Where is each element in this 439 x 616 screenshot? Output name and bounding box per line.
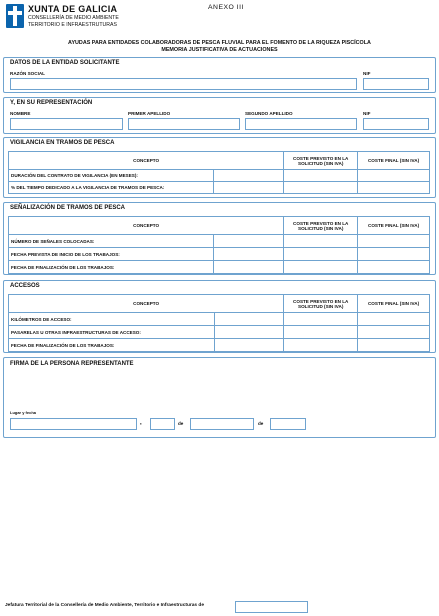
table-cell-input[interactable] xyxy=(284,313,358,326)
primer-apellido-field[interactable] xyxy=(128,118,240,130)
table-cell-input[interactable] xyxy=(358,248,430,261)
table-cell-input[interactable] xyxy=(214,248,284,261)
section-solicitante-title: DATOS DE LA ENTIDAD SOLICITANTE xyxy=(10,60,120,66)
section-vigilancia-title: VIGILANCIA EN TRAMOS DE PESCA xyxy=(10,140,115,146)
department-name: CONSELLERÍA DE MEDIO AMBIENTE TERRITORIO E INFRAESTRUTURAS xyxy=(28,15,119,28)
de-label-1: de xyxy=(178,421,184,426)
table-cell-input[interactable] xyxy=(284,339,358,352)
xunta-logo-icon xyxy=(6,4,24,28)
col-coste-final: COSTE FINAL (SIN IVA) xyxy=(358,217,430,235)
section-firma-title: FIRMA DE LA PERSONA REPRESENTANTE xyxy=(10,361,134,367)
senalizacion-table xyxy=(8,216,430,274)
table-cell-input[interactable] xyxy=(284,248,358,261)
anio-field[interactable] xyxy=(270,418,306,430)
table-cell-input[interactable] xyxy=(284,326,358,339)
de-label-2: de xyxy=(258,421,264,426)
table-cell-input[interactable] xyxy=(284,182,358,194)
table-cell-input[interactable] xyxy=(214,261,284,274)
comma-separator: , xyxy=(140,420,142,426)
section-representacion-title: Y, EN SU REPRESENTACIÓN xyxy=(10,100,93,106)
table-cell-input[interactable] xyxy=(358,170,430,182)
table-cell-input[interactable] xyxy=(214,182,284,194)
col-concepto: CONCEPTO xyxy=(9,295,284,313)
table-cell-input[interactable] xyxy=(214,313,284,326)
document-subtitle: MEMORIA JUSTIFICATIVA DE ACTUACIONES xyxy=(161,47,278,53)
document-title: AYUDAS PARA ENTIDADES COLABORADORAS DE PESCA FLUVIAL PARA EL FOMENTO DE LA RIQUEZA PISCÍCOLA xyxy=(68,40,371,46)
razon-social-field[interactable] xyxy=(10,78,357,90)
nombre-label: NOMBRE xyxy=(10,111,31,116)
col-coste-final: COSTE FINAL (SIN IVA) xyxy=(358,152,430,170)
jefatura-field[interactable] xyxy=(235,601,308,613)
table-cell-input[interactable] xyxy=(214,170,284,182)
primer-apellido-label: PRIMER APELLIDO xyxy=(128,111,171,116)
brand-name: XUNTA DE GALICIA xyxy=(28,4,118,14)
vigilancia-table xyxy=(8,151,430,194)
segundo-apellido-label: SEGUNDO APELLIDO xyxy=(245,111,293,116)
table-row-label: FECHA PREVISTA DE INICIO DE LOS TRABAJOS: xyxy=(9,248,214,261)
accesos-table xyxy=(8,294,430,352)
col-concepto: CONCEPTO xyxy=(9,152,284,170)
table-cell-input[interactable] xyxy=(358,261,430,274)
table-cell-input[interactable] xyxy=(284,170,358,182)
mes-field[interactable] xyxy=(190,418,254,430)
table-cell-input[interactable] xyxy=(358,313,430,326)
nif-rep-label: NIF xyxy=(363,111,371,116)
table-cell-input[interactable] xyxy=(214,326,284,339)
table-row-label: FECHA DE FINALIZACIÓN DE LOS TRABAJOS: xyxy=(9,339,215,352)
col-coste-previsto: COSTE PREVISTO EN LA SOLICITUD (SIN IVA) xyxy=(284,217,358,235)
table-cell-input[interactable] xyxy=(358,235,430,248)
col-coste-previsto: COSTE PREVISTO EN LA SOLICITUD (SIN IVA) xyxy=(284,295,358,313)
table-row-label: % DEL TIEMPO DEDICADO A LA VIGILANCIA DE TRAMOS DE PESCA: xyxy=(9,182,214,194)
nif-rep-field[interactable] xyxy=(363,118,429,130)
nombre-field[interactable] xyxy=(10,118,123,130)
lugar-fecha-label: Lugar y fecha xyxy=(10,410,37,415)
table-cell-input[interactable] xyxy=(284,235,358,248)
segundo-apellido-field[interactable] xyxy=(245,118,357,130)
col-concepto: CONCEPTO xyxy=(9,217,284,235)
table-cell-input[interactable] xyxy=(358,339,430,352)
table-row-label: NÚMERO DE SEÑALES COLOCADAS: xyxy=(9,235,214,248)
col-coste-final: COSTE FINAL (SIN IVA) xyxy=(358,295,430,313)
section-senalizacion-title: SEÑALIZACIÓN DE TRAMOS DE PESCA xyxy=(10,205,126,211)
nif-field[interactable] xyxy=(363,78,429,90)
table-cell-input[interactable] xyxy=(214,235,284,248)
table-cell-input[interactable] xyxy=(284,261,358,274)
lugar-field[interactable] xyxy=(10,418,137,430)
col-coste-previsto: COSTE PREVISTO EN LA SOLICITUD (SIN IVA) xyxy=(284,152,358,170)
table-row-label: FECHA DE FINALIZACIÓN DE LOS TRABAJOS: xyxy=(9,261,214,274)
footer-text: Jefatura Territorial de la Consellería de Medio Ambiente, Territorio e Infraestructuras de xyxy=(5,603,205,608)
section-accesos-title: ACCESOS xyxy=(10,283,40,289)
table-cell-input[interactable] xyxy=(358,326,430,339)
annex-label: ANEXO III xyxy=(208,4,244,11)
table-cell-input[interactable] xyxy=(358,182,430,194)
table-cell-input[interactable] xyxy=(214,339,284,352)
table-row-label: KILÓMETROS DE ACCESO: xyxy=(9,313,215,326)
table-row-label: DURACIÓN DEL CONTRATO DE VIGILANCIA (EN MESES): xyxy=(9,170,214,182)
table-row-label: PASARELAS U OTRAS INFRAESTRUCTURAS DE ACCESO: xyxy=(9,326,215,339)
nif-label: NIF xyxy=(363,71,371,76)
dia-field[interactable] xyxy=(150,418,175,430)
razon-social-label: RAZÓN SOCIAL xyxy=(10,71,45,76)
